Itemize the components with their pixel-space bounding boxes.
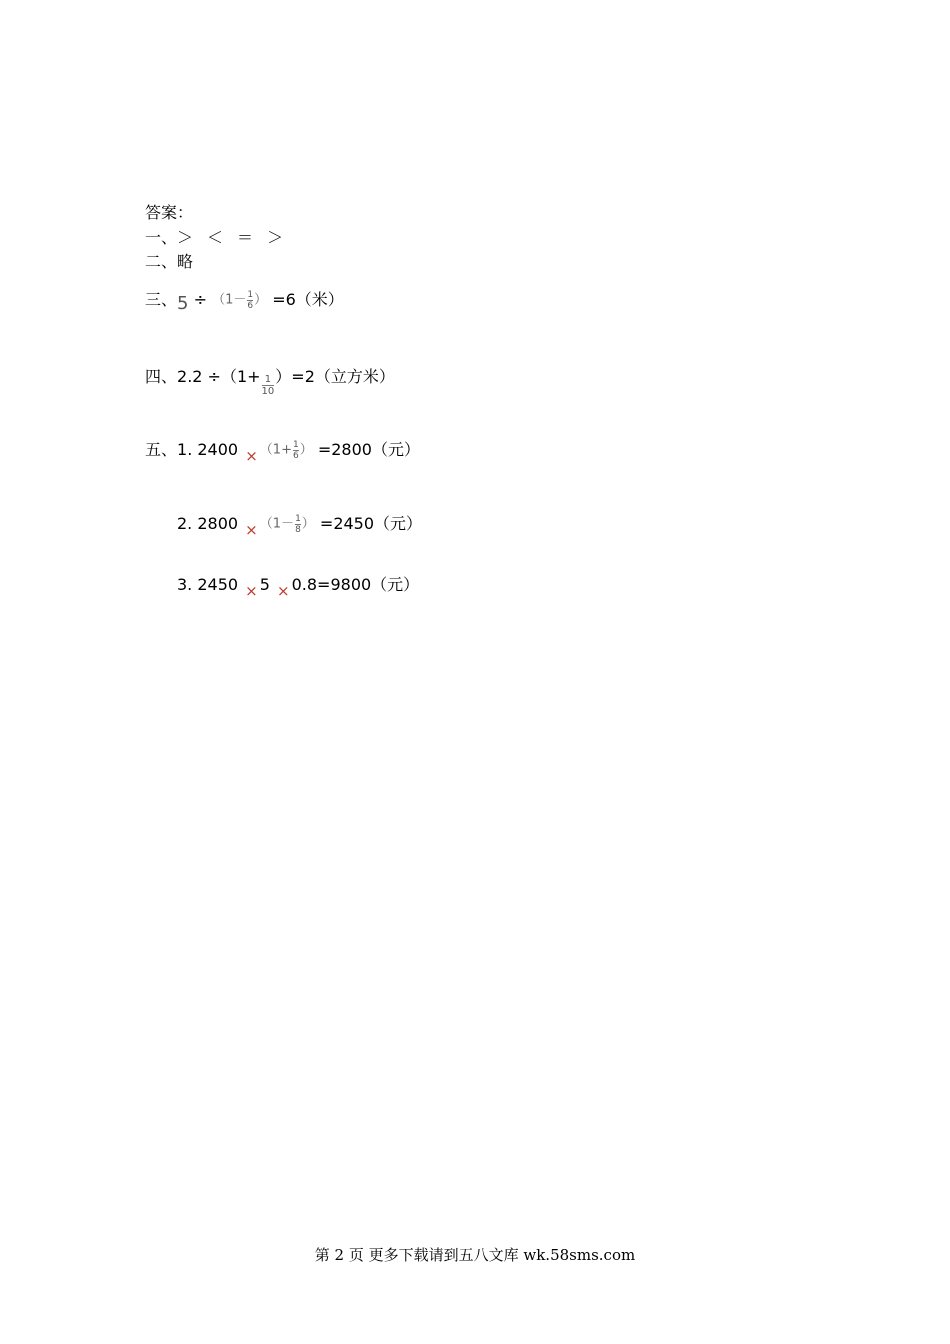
answer-1-symbol-3: ＝: [237, 228, 254, 247]
answer-3-base: 5: [177, 293, 189, 314]
answer-2-label: 二、: [145, 252, 178, 271]
answer-2-text: 略: [177, 252, 194, 271]
answer-3-fraction: [247, 290, 253, 311]
answer-3-minus: －: [233, 292, 247, 308]
answer-3-frac-den: 6: [247, 301, 254, 311]
answer-5-2-result: =2450（元）: [319, 514, 423, 533]
page-footer: 第 2 页 更多下载请到五八文库 wk.58sms.com: [314, 1246, 636, 1264]
answer-3-one: 1: [225, 292, 234, 308]
answer-5-1-frac-den: 6: [292, 451, 299, 461]
answer-4-lead: 2.2 ÷（1+: [177, 367, 261, 386]
answer-5-1-paren-open: （: [259, 442, 273, 458]
answer-1-symbol-1: ＞: [177, 228, 194, 247]
answer-5-3-times-1: ×: [245, 582, 258, 600]
answer-4-frac-num: 1: [264, 374, 272, 385]
answer-5-item-1: [145, 440, 420, 465]
answer-5-1-lead: 1. 2400: [177, 440, 239, 459]
answer-1-symbol-4: ＞: [267, 228, 284, 247]
answer-5-3-result: 0.8=9800（元）: [291, 575, 420, 594]
answer-4: [145, 366, 395, 397]
answer-5-3-times-2: ×: [277, 582, 290, 600]
answer-5-1-paren-close: ）: [299, 442, 313, 458]
answer-5-2-frac-num: 1: [295, 514, 301, 524]
answers-heading: 答案：: [145, 203, 194, 222]
answer-5-1-times: ×: [245, 447, 258, 465]
answer-5-2-frac-den: 8: [295, 525, 301, 535]
answer-5-label: 五、: [145, 440, 178, 459]
answer-1-symbol-2: ＜: [207, 228, 224, 247]
answer-1: [145, 228, 283, 248]
answer-5-2-times: ×: [245, 521, 258, 539]
answer-5-1-sign: +: [281, 442, 292, 458]
answer-4-frac-den: 10: [261, 386, 275, 397]
answer-3-paren-open: （: [212, 292, 226, 308]
answer-3-label: 三、: [145, 290, 178, 309]
answer-3-operator: ÷: [193, 290, 207, 309]
answer-4-label: 四、: [145, 367, 178, 386]
answer-5-1-one: 1: [272, 442, 282, 458]
answer-5-1-frac-num: 1: [292, 440, 299, 450]
answer-5-1-fraction: [293, 440, 299, 461]
answer-5-2-paren-close: ）: [301, 516, 315, 532]
answer-4-result: ）=2（立方米）: [275, 367, 395, 386]
answer-3-frac-num: 1: [247, 290, 254, 300]
answer-3-result: =6（米）: [272, 290, 344, 309]
answer-5-item-3: [177, 575, 420, 600]
answer-3-paren-close: ）: [254, 292, 268, 308]
answer-1-label: 一、: [145, 228, 178, 247]
answer-5-3-lead: 3. 2450: [177, 575, 239, 594]
answer-5-2-sign: －: [281, 516, 295, 532]
answer-4-fraction: [262, 374, 275, 397]
answer-5-item-2: [177, 514, 423, 539]
answer-5-2-lead: 2. 2800: [177, 514, 239, 533]
answer-3: [145, 290, 344, 314]
answer-5-1-result: =2800（元）: [317, 440, 420, 459]
answer-5-2-one: 1: [272, 516, 282, 532]
answer-2: [145, 252, 193, 272]
answer-5-3-mid: 5: [259, 575, 270, 594]
answer-5-2-fraction: [295, 514, 301, 535]
answer-5-2-paren-open: （: [259, 516, 273, 532]
